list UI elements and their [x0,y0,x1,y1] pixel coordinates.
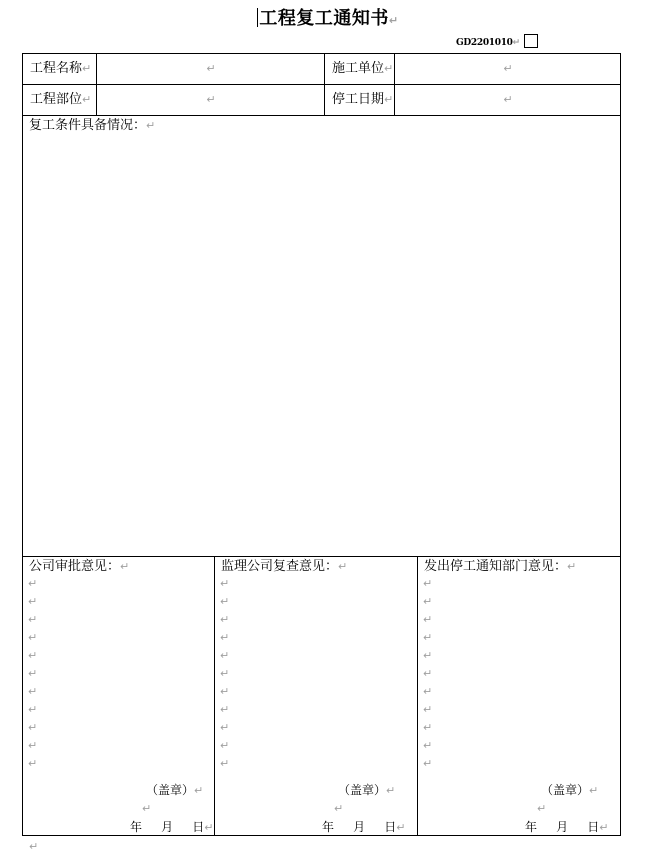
paragraph-mark-icon: ↵ [334,802,344,815]
project-name-field[interactable]: ↵ [206,62,216,75]
title-text: 工程复工通知书 [259,8,389,29]
issuing-dept-label: 发出停工通知部门意见：↵ [424,559,577,574]
issuing-dept-date: 年 月 日↵ [525,820,609,834]
document-title [0,4,656,30]
supervisor-date: 年 月 日↵ [322,820,406,834]
supervisor-review-label: 监理公司复查意见：↵ [221,559,348,574]
supervisor-seal-label: （盖章）↵ [338,783,396,797]
company-seal-label: （盖章）↵ [146,783,204,797]
paragraph-mark-icon: ↵ [29,840,39,853]
company-date: 年 月 日↵ [130,820,214,834]
form-code [456,38,520,48]
project-name-label: 工程名称↵ [30,61,92,76]
project-part-field[interactable]: ↵ [206,93,216,106]
paragraph-mark-icon: ↵ [142,802,152,815]
resume-conditions-label: 复工条件具备情况：↵ [29,118,156,133]
form-code-text: GD2201010 [456,38,513,48]
supervisor-review-field[interactable]: ↵ ↵ ↵ ↵ ↵ ↵ ↵ ↵ ↵ ↵ ↵ [220,577,230,770]
issuing-dept-seal-label: （盖章）↵ [541,783,599,797]
project-part-label: 工程部位↵ [30,92,92,107]
form-checkbox[interactable] [524,34,538,48]
paragraph-mark-icon: ↵ [388,14,399,27]
construction-unit-label: 施工单位↵ [332,61,394,76]
construction-unit-field[interactable]: ↵ [503,62,513,75]
paragraph-mark-icon: ↵ [537,802,547,815]
stop-date-label: 停工日期↵ [332,92,394,107]
issuing-dept-field[interactable]: ↵ ↵ ↵ ↵ ↵ ↵ ↵ ↵ ↵ ↵ ↵ [423,577,433,770]
company-approval-field[interactable]: ↵ ↵ ↵ ↵ ↵ ↵ ↵ ↵ ↵ ↵ ↵ [28,577,38,770]
resume-conditions-field[interactable] [24,136,619,554]
stop-date-field[interactable]: ↵ [503,93,513,106]
company-approval-label: 公司审批意见：↵ [29,559,130,574]
paragraph-mark-icon: ↵ [512,38,520,48]
